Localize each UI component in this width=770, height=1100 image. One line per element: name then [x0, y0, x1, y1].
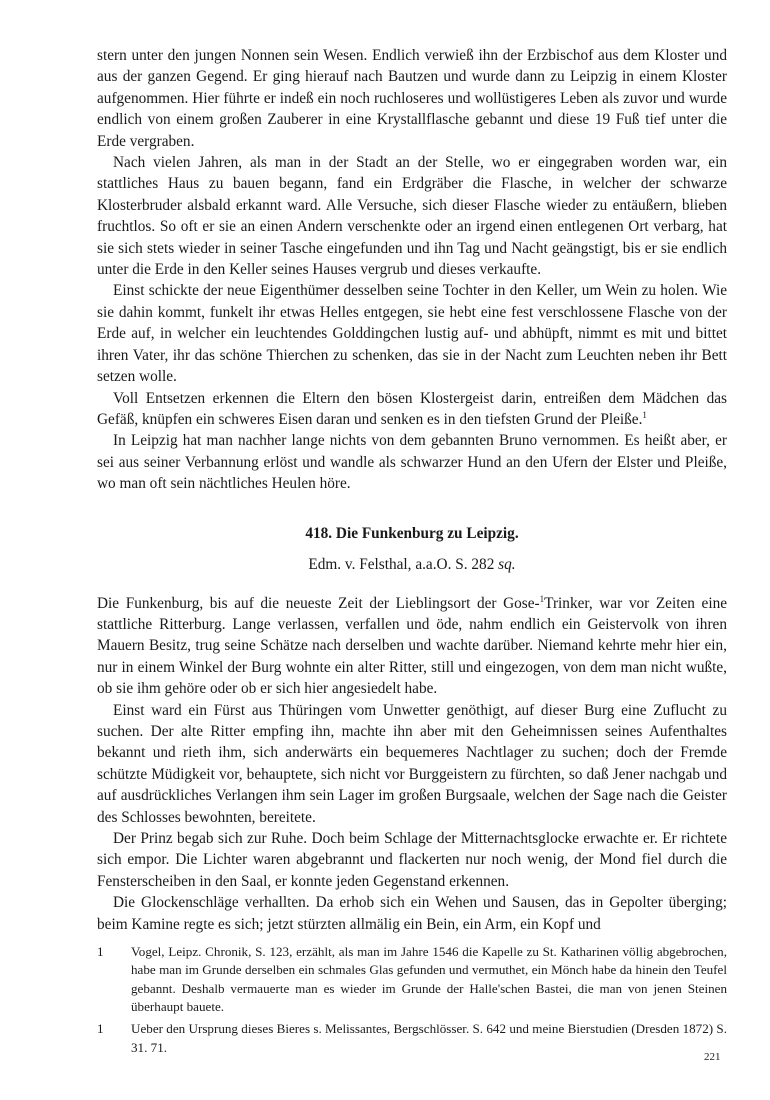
- section-source: [97, 554, 727, 575]
- footnote-reference[interactable]: 1: [539, 593, 545, 604]
- paragraph-text: Trinker, war vor Zeiten eine stattliche Ritterburg. Lange verlassen, verfallen und öde, nahm endlich ein Geistervolk von ihren Mauern Besitz, trug seine Schätze nach derselben und wachte darüber. Niemand kehrte mehr hier ein, nur in einem Winkel der Burg wohnte ein alter Ritter, still und eingezogen, von dem man nicht wußte, ob sie ihm gehöre oder ob er sich hier angesiedelt habe.: [97, 594, 728, 698]
- paragraph-text: Die Funkenburg, bis auf die neueste Zeit der Lieblingsort der Gose-: [97, 594, 540, 612]
- footnote-text: Vogel, Leipz. Chronik, S. 123, erzählt, als man im Jahre 1546 die Kapelle zu St. Katharinen völlig abgebrochen, habe man im Grunde derselben ein schmales Glas gefunden und vermuthet, ein Mönch habe da hinein den Teufel gebannt. Deshalb vermauerte man es wieder im Grunde der Halle'schen Bastei, die man von jenen Steinen überhaupt bauete.: [131, 944, 727, 1014]
- paragraph: stern unter den jungen Nonnen sein Wesen. Endlich verwieß ihn der Erzbischof aus dem Kloster und aus der ganzen Gegend. Er ging hierauf nach Bautzen und wurde dann zu Leipzig in einem Kloster aufgenommen. Hier führte er indeß ein noch ruchloseres und wollüstigeres Leben als zuvor und wurde endlich von einem großen Zauberer in eine Krystallflasche gebannt und diese 19 Fuß tief unter die Erde vergraben.: [97, 47, 727, 150]
- footnote-number: 1: [97, 944, 104, 960]
- source-abbreviation: sq.: [498, 555, 516, 573]
- footnote: [97, 943, 727, 1016]
- footnote-reference[interactable]: 1: [642, 409, 647, 420]
- paragraph: Nach vielen Jahren, als man in der Stadt an der Stelle, wo er eingegraben worden war, ein stattliches Haus zu bauen begann, fand ein Erdgräber die Flasche, in welcher der schwarze Klosterbruder alsbald erkannt ward. Alle Versuche, sich dieser Flasche wieder zu entäußern, blieben fruchtlos. So oft er sie an einen Andern verschenkte oder an irgend einen entlegenen Ort verbarg, hat sie sich stets wieder in seiner Tasche eingefunden und ihn Tag und Nacht geängstigt, bis er sie endlich unter die Erde in den Keller seines Hauses vergrub und dieses verkaufte.: [97, 154, 727, 279]
- footnote-number: 1: [97, 1021, 104, 1037]
- section-title: 418. Die Funkenburg zu Leipzig.: [305, 524, 519, 542]
- paragraph: Die Glockenschläge verhallten. Da erhob sich ein Wehen und Sausen, das in Gepolter überging; beim Kamine regte es sich; jetzt stürzten allmälig ein Bein, ein Arm, ein Kopf und: [97, 894, 727, 933]
- paragraph: [97, 388, 727, 431]
- footnote-text: Ueber den Ursprung dieses Bieres s. Melissantes, Bergschlösser. S. 642 und meine Bierstudien (Dresden 1872) S. 31. 71.: [131, 1021, 727, 1055]
- page-content: [97, 45, 727, 1061]
- paragraph: In Leipzig hat man nachher lange nichts von dem gebannten Bruno vernommen. Es heißt aber, er sei aus seiner Verbannung erlöst und wandle als schwarzer Hund an den Ufern der Elster und Pleiße, wo man oft sein nächtliches Heulen höre.: [97, 432, 727, 493]
- page-number: 221: [704, 1051, 721, 1063]
- source-citation: Edm. v. Felsthal, a.a.O. S. 282: [308, 555, 495, 573]
- paragraph: Einst ward ein Fürst aus Thüringen vom Unwetter genöthigt, auf dieser Burg eine Zuflucht zu suchen. Der alte Ritter empfing ihn, machte ihn aber mit den Geheimnissen seines Aufenthaltes bekannt und rieth ihm, sich anderwärts ein bequemeres Nachtlager zu suchen; doch der Fremde schützte Müdigkeit vor, behauptete, sich nicht vor Burggeistern zu fürchten, so daß Jener nachgab und auf ausdrückliches Verlangen ihm sein Lager im großen Burgsaale, welchen der Sage nach die Geister des Schlosses bewohnten, bereitete.: [97, 701, 727, 826]
- paragraph: Der Prinz begab sich zur Ruhe. Doch beim Schlage der Mitternachtsglocke erwachte er. Er richtete sich empor. Die Lichter waren abgebrannt und flackerten nur noch wenig, der Mond fiel durch die Fensterscheiben in den Saal, er konnte jeden Gegenstand erkennen.: [97, 830, 727, 890]
- footnotes: [97, 943, 727, 1057]
- footnote: [97, 1020, 727, 1057]
- paragraph: Einst schickte der neue Eigenthümer desselben seine Tochter in den Keller, um Wein zu holen. Wie sie dahin kommt, funkelt ihr etwas Helles entgegen, sie hebt eine fest verschlossene Flasche von der Erde auf, in welcher ein leuchtendes Golddingchen lustig auf- und abhüpft, nimmt es mit und bittet ihren Vater, ihr das schöne Thierchen zu schenken, das sie in der Nacht zum Leuchten neben ihr Bett setzen wolle.: [97, 282, 727, 386]
- paragraph-text: Voll Entsetzen erkennen die Eltern den bösen Klostergeist darin, entreißen dem Mädchen das Gefäß, knüpfen ein schweres Eisen daran und senken es in den tiefsten Grund der Pleiße.: [97, 389, 727, 428]
- paragraph: [97, 593, 727, 700]
